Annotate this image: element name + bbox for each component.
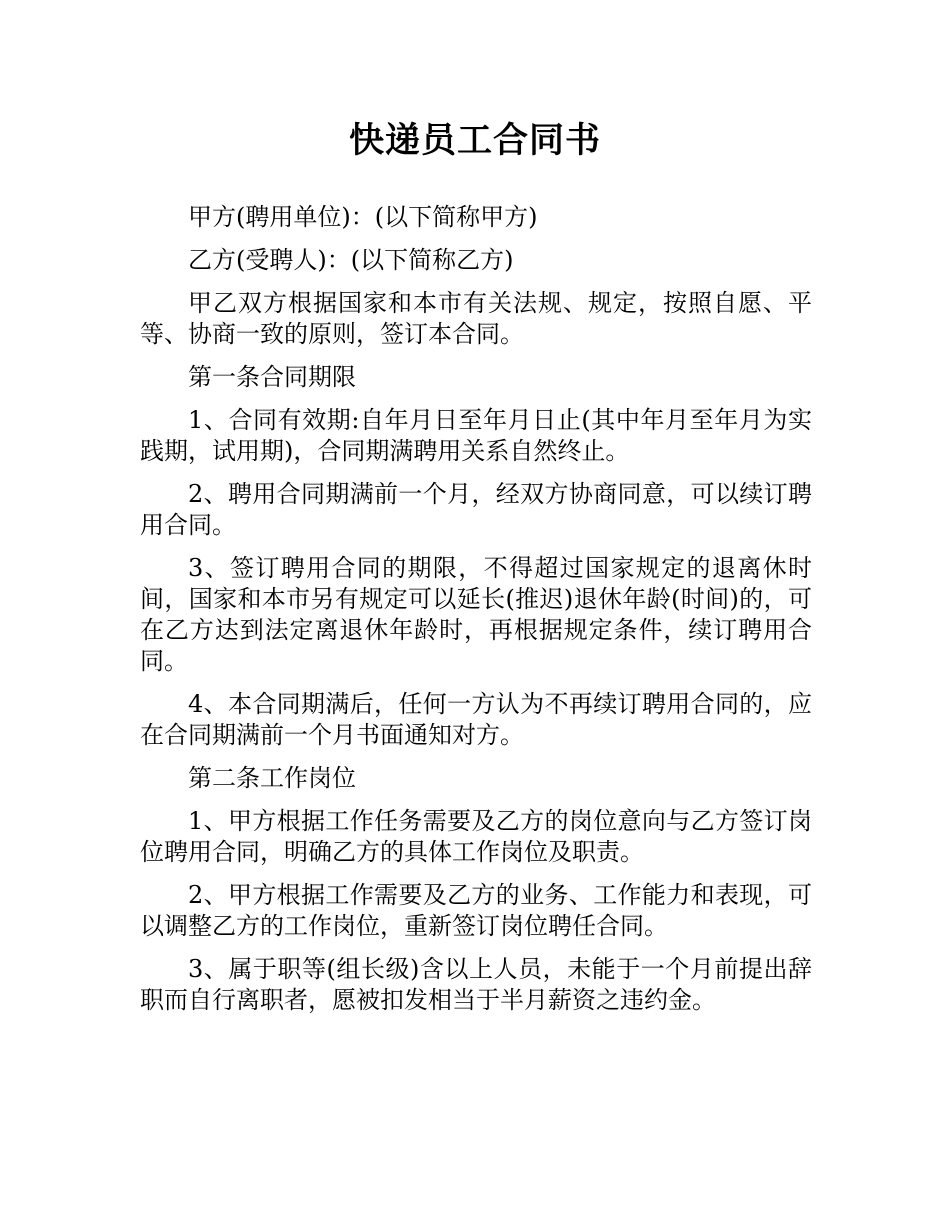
paragraph-article-2-item-1: 1、甲方根据工作任务需要及乙方的岗位意向与乙方签订岗位聘用合同，明确乙方的具体工作岗位及职责。 [140,807,812,866]
section-heading-article-2: 第二条工作岗位 [188,764,356,792]
document-title: 快递员工合同书 [348,121,601,161]
paragraph-party-a: 甲方(聘用单位)：(以下简称甲方) [188,203,538,231]
paragraph-article-1-item-3: 3、签订聘用合同的期限，不得超过国家规定的退离休时间，国家和本市另有规定可以延长(推迟)退休年龄(时间)的，可在乙方达到法定离退休年龄时，再根据规定条件，续订聘用合同。 [140,554,812,675]
paragraph-preamble: 甲乙双方根据国家和本市有关法规、规定，按照自愿、平等、协商一致的原则，签订本合同。 [140,289,812,348]
section-heading-article-1: 第一条合同期限 [188,363,356,391]
document-body [140,202,812,1028]
paragraph-article-2-item-3: 3、属于职等(组长级)含以上人员，未能于一个月前提出辞职而自行离职者，愿被扣发相当于半月薪资之违约金。 [140,955,812,1014]
paragraph-article-1-item-1: 1、合同有效期:自年月日至年月日止(其中年月至年月为实践期，试用期)，合同期满聘用关系自然终止。 [140,406,812,465]
paragraph-article-1-item-2: 2、聘用合同期满前一个月，经双方协商同意，可以续订聘用合同。 [140,480,812,539]
paragraph-article-1-item-4: 4、本合同期满后，任何一方认为不再续订聘用合同的，应在合同期满前一个月书面通知对方。 [140,690,812,749]
paragraph-party-b: 乙方(受聘人)：(以下简称乙方) [188,246,514,274]
paragraph-article-2-item-2: 2、甲方根据工作需要及乙方的业务、工作能力和表现，可以调整乙方的工作岗位，重新签订岗位聘任合同。 [140,881,812,940]
